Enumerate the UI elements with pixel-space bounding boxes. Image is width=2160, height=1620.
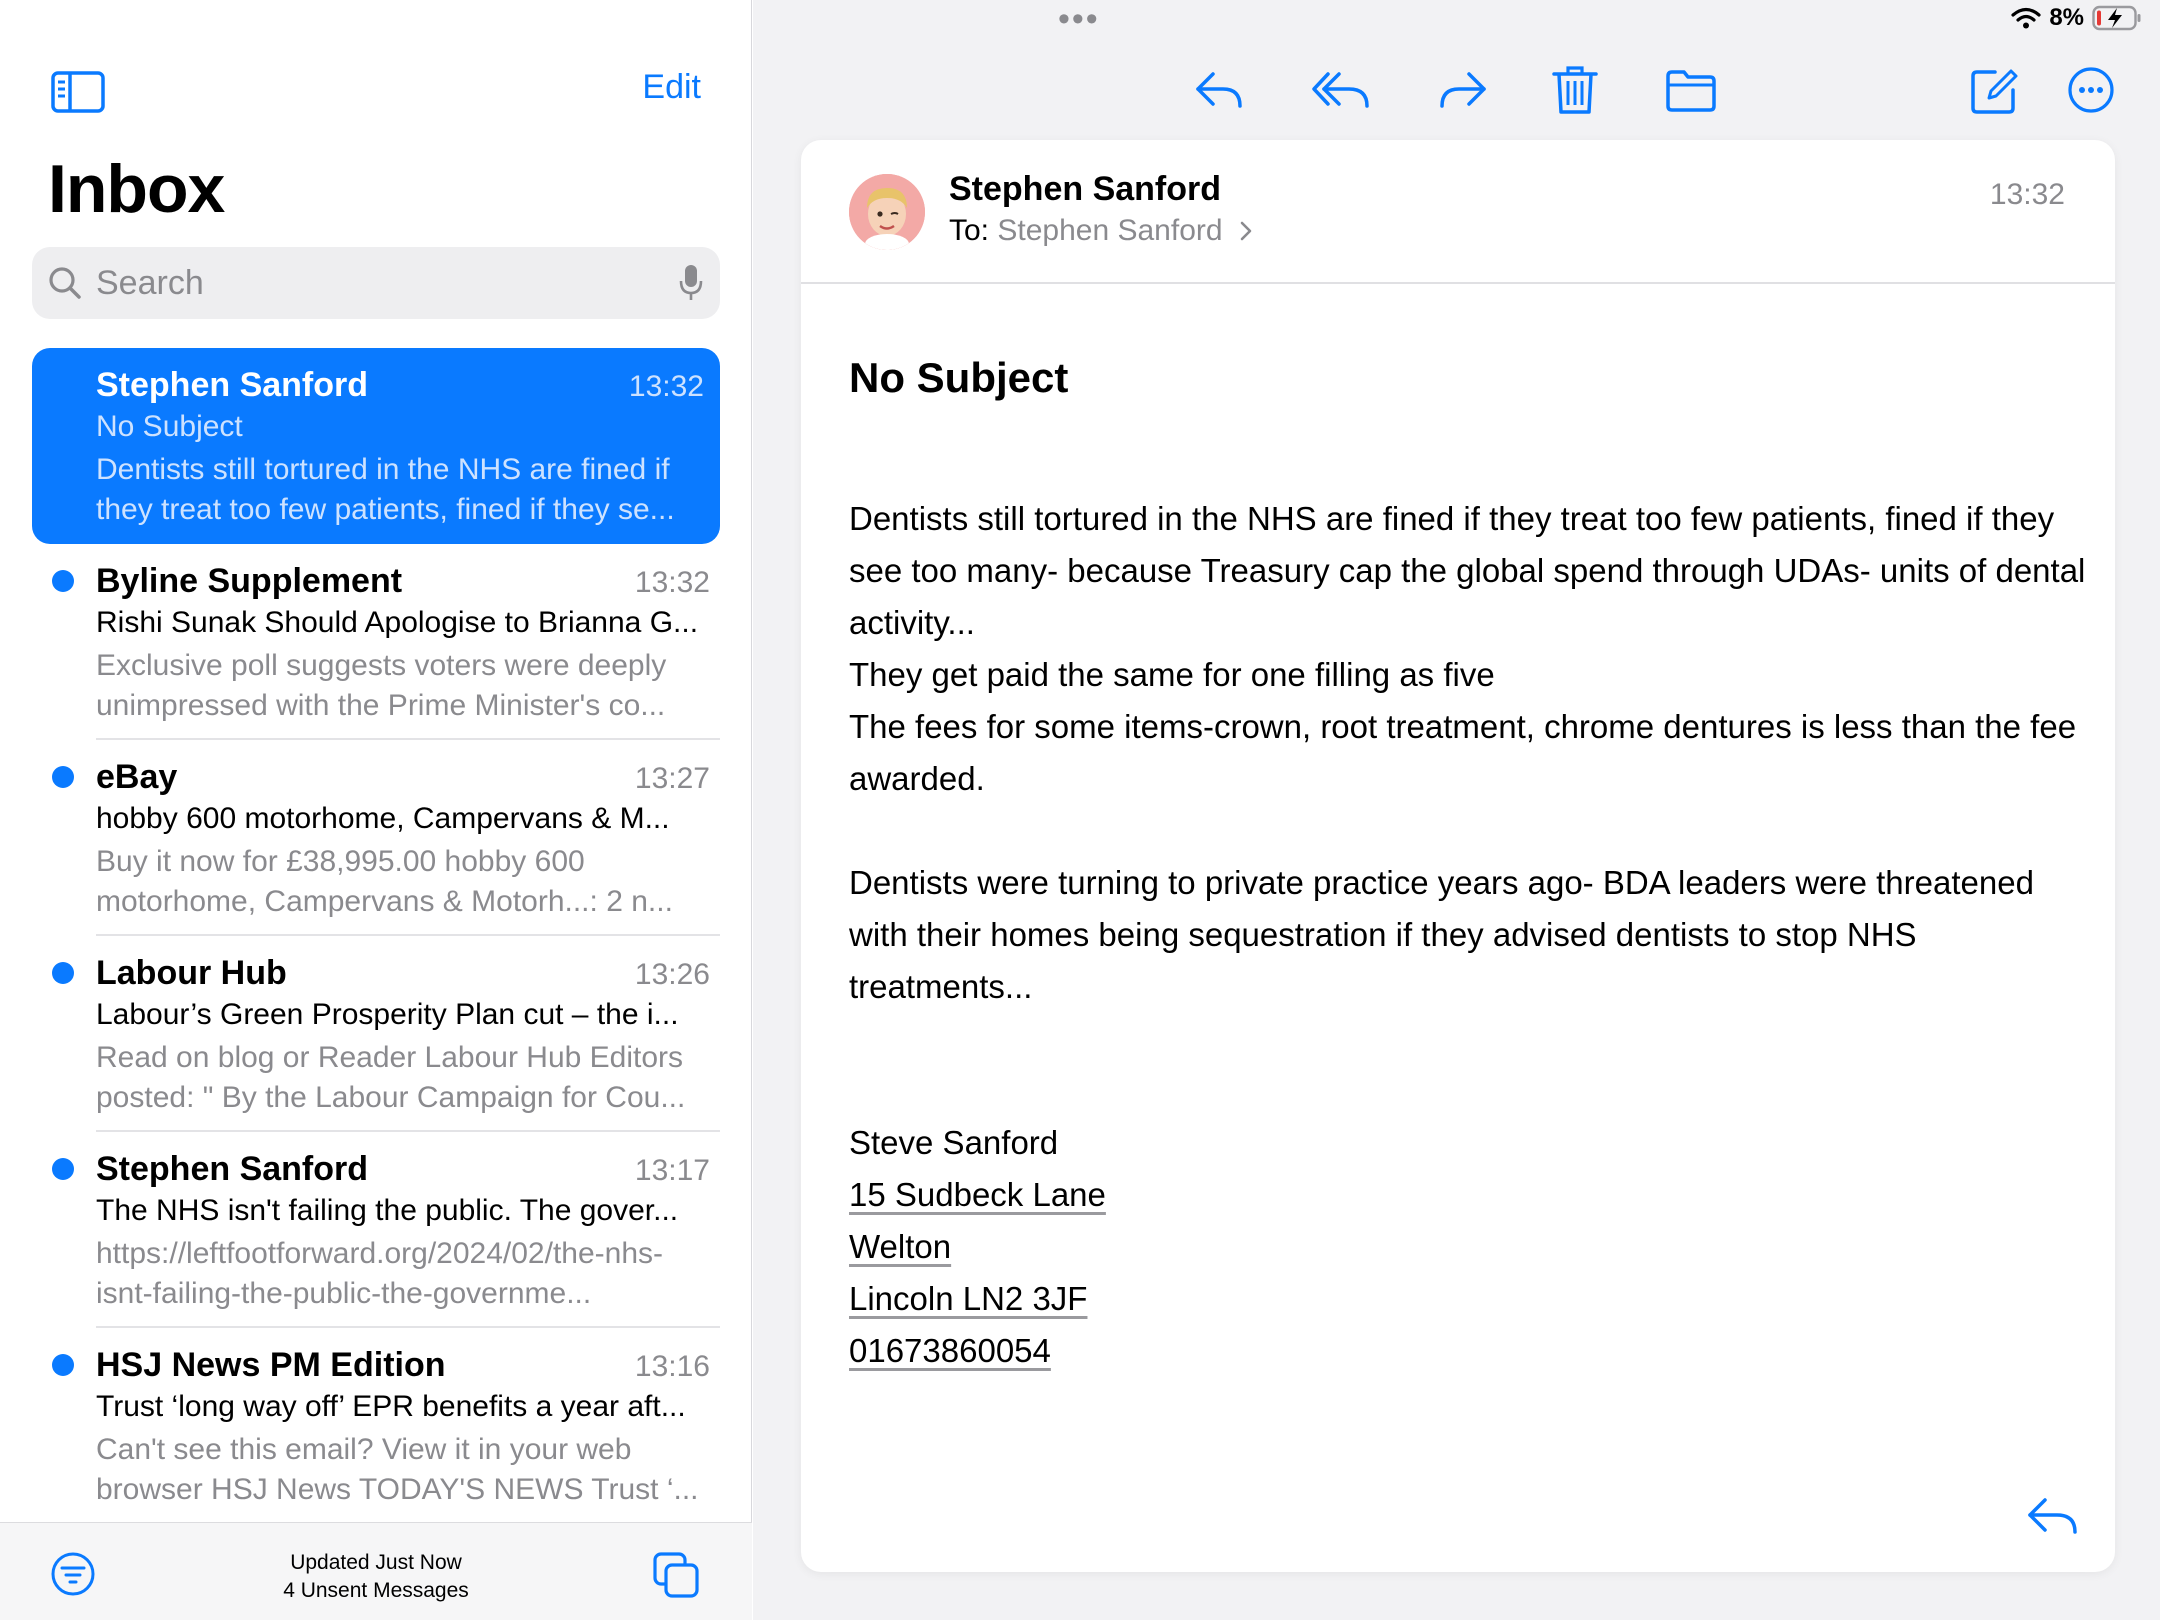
wifi-icon <box>2011 6 2041 30</box>
compose-button[interactable] <box>1969 64 2021 116</box>
reply-all-button[interactable] <box>1311 64 1371 116</box>
sync-status-line: Updated Just Now <box>290 1551 462 1574</box>
message-sender: Stephen Sanford <box>96 1150 369 1188</box>
message-subject: The NHS isn't failing the public. The gover... <box>96 1194 679 1227</box>
unread-dot <box>52 1354 74 1376</box>
trash-icon <box>1549 64 1601 116</box>
folder-icon <box>1665 64 1717 116</box>
multitasking-dots[interactable]: ••• <box>1058 0 1100 38</box>
to-label: To: <box>949 214 990 247</box>
message-row-selected[interactable] <box>32 348 720 544</box>
edit-button[interactable]: Edit <box>642 68 701 106</box>
forward-button[interactable] <box>1437 64 1489 116</box>
more-icon <box>2065 64 2117 116</box>
message-time: 13:27 <box>634 762 710 795</box>
microphone-icon[interactable] <box>678 263 704 303</box>
message-row[interactable] <box>0 544 752 740</box>
body-paragraph: Dentists were turning to private practice years ago- BDA leaders were threatened with their homes being sequestration if they advised dentists to stop NHS treatments... <box>849 864 2034 1005</box>
reply-button[interactable] <box>1193 64 1245 116</box>
body-line: The fees for some items-crown, root treatment, chrome dentures is less than the fee awarded. <box>849 708 2077 797</box>
message-sender: Byline Supplement <box>96 562 403 600</box>
unread-dot <box>52 766 74 788</box>
forward-icon <box>1437 64 1489 116</box>
message-time: 13:32 <box>634 566 710 599</box>
email-subject: No Subject <box>849 354 1069 401</box>
header-divider <box>801 282 2115 284</box>
search-placeholder: Search <box>96 263 204 302</box>
status-indicators <box>2011 4 2142 32</box>
message-sender: Stephen Sanford <box>96 366 369 404</box>
message-subject: Trust ‘long way off’ EPR benefits a year aft... <box>96 1390 686 1423</box>
body-line: Dentists still tortured in the NHS are fined if they treat too few patients, fined if they see too many- because Treasury cap the global spend through UDAs- units of dental activity... <box>849 500 2086 641</box>
message-subject: Rishi Sunak Should Apologise to Brianna G... <box>96 606 699 639</box>
message-subject: Labour’s Green Prosperity Plan cut – the i... <box>96 998 679 1031</box>
more-button[interactable] <box>2065 64 2117 116</box>
signature-town-link[interactable]: Welton <box>849 1228 952 1265</box>
message-sender: eBay <box>96 758 178 796</box>
message-row[interactable] <box>0 740 752 936</box>
mailbox-pane <box>0 0 752 1620</box>
message-time: 13:32 <box>628 370 704 403</box>
copy-icon <box>652 1551 700 1599</box>
sidebar-icon <box>50 70 106 114</box>
email-recipients[interactable] <box>949 214 1253 248</box>
message-row[interactable] <box>0 1132 752 1328</box>
mailbox-footer <box>0 1522 752 1620</box>
recipient-name: Stephen Sanford <box>997 214 1223 247</box>
email-card <box>801 140 2115 1572</box>
unsent-count: 4 Unsent Messages <box>283 1579 469 1602</box>
search-input[interactable] <box>32 247 720 319</box>
message-preview: Read on blog or Reader Labour Hub Editors posted: " By the Labour Campaign for Cou... <box>96 1041 686 1114</box>
message-preview: https://leftfootforward.org/2024/02/the-nhs-isnt-failing-the-public-the-governme... <box>96 1237 663 1310</box>
message-subject: No Subject <box>96 410 243 443</box>
message-preview: Exclusive poll suggests voters were deeply unimpressed with the Prime Minister's co... <box>96 649 667 722</box>
message-preview: Dentists still tortured in the NHS are fined if they treat too few patients, fined if they se... <box>96 453 675 526</box>
reply-icon <box>1193 64 1245 116</box>
reply-inline-button[interactable] <box>2025 1490 2081 1542</box>
message-sender: HSJ News PM Edition <box>96 1346 446 1384</box>
battery-percent: 8% <box>2049 4 2084 31</box>
trash-button[interactable] <box>1549 64 1601 116</box>
search-icon <box>48 266 82 300</box>
sync-status <box>0 1549 752 1605</box>
move-to-folder-button[interactable] <box>1665 64 1717 116</box>
message-row[interactable] <box>0 1328 752 1524</box>
message-preview: Can't see this email? View it in your web browser HSJ News TODAY'S NEWS Trust ‘... <box>96 1433 699 1506</box>
memoji-avatar-icon <box>849 174 925 250</box>
unread-dot <box>52 570 74 592</box>
unread-dot <box>52 962 74 984</box>
body-line: They get paid the same for one filling as five <box>849 656 1495 693</box>
message-row[interactable] <box>0 936 752 1132</box>
compose-icon <box>1969 64 2021 116</box>
email-body <box>849 493 2089 1377</box>
signature-phone-link[interactable]: 01673860054 <box>849 1332 1051 1369</box>
signature-street-link[interactable]: 15 Sudbeck Lane <box>849 1176 1106 1213</box>
message-preview: Buy it now for £38,995.00 hobby 600 motorhome, Campervans & Motorh...: 2 n... <box>96 845 673 918</box>
message-time: 13:26 <box>634 958 710 991</box>
message-subject: hobby 600 motorhome, Campervans & M... <box>96 802 670 835</box>
email-time: 13:32 <box>1989 178 2065 211</box>
battery-charging-icon <box>2092 5 2142 31</box>
chevron-right-icon <box>1239 220 1253 242</box>
outbox-button[interactable] <box>652 1551 700 1599</box>
page-title: Inbox <box>48 151 225 227</box>
signature-city-link[interactable]: Lincoln LN2 3JF <box>849 1280 1088 1317</box>
unread-dot <box>52 1158 74 1180</box>
message-time: 13:16 <box>634 1350 710 1383</box>
reading-pane <box>753 0 2160 1620</box>
reply-all-icon <box>1311 64 1371 116</box>
sidebar-toggle-button[interactable] <box>50 70 106 114</box>
email-sender[interactable]: Stephen Sanford <box>949 170 1222 208</box>
reply-icon <box>2025 1490 2081 1542</box>
avatar[interactable] <box>849 174 925 250</box>
message-time: 13:17 <box>634 1154 710 1187</box>
signature-name: Steve Sanford <box>849 1124 1059 1161</box>
message-sender: Labour Hub <box>96 954 287 992</box>
message-list <box>0 348 752 1524</box>
